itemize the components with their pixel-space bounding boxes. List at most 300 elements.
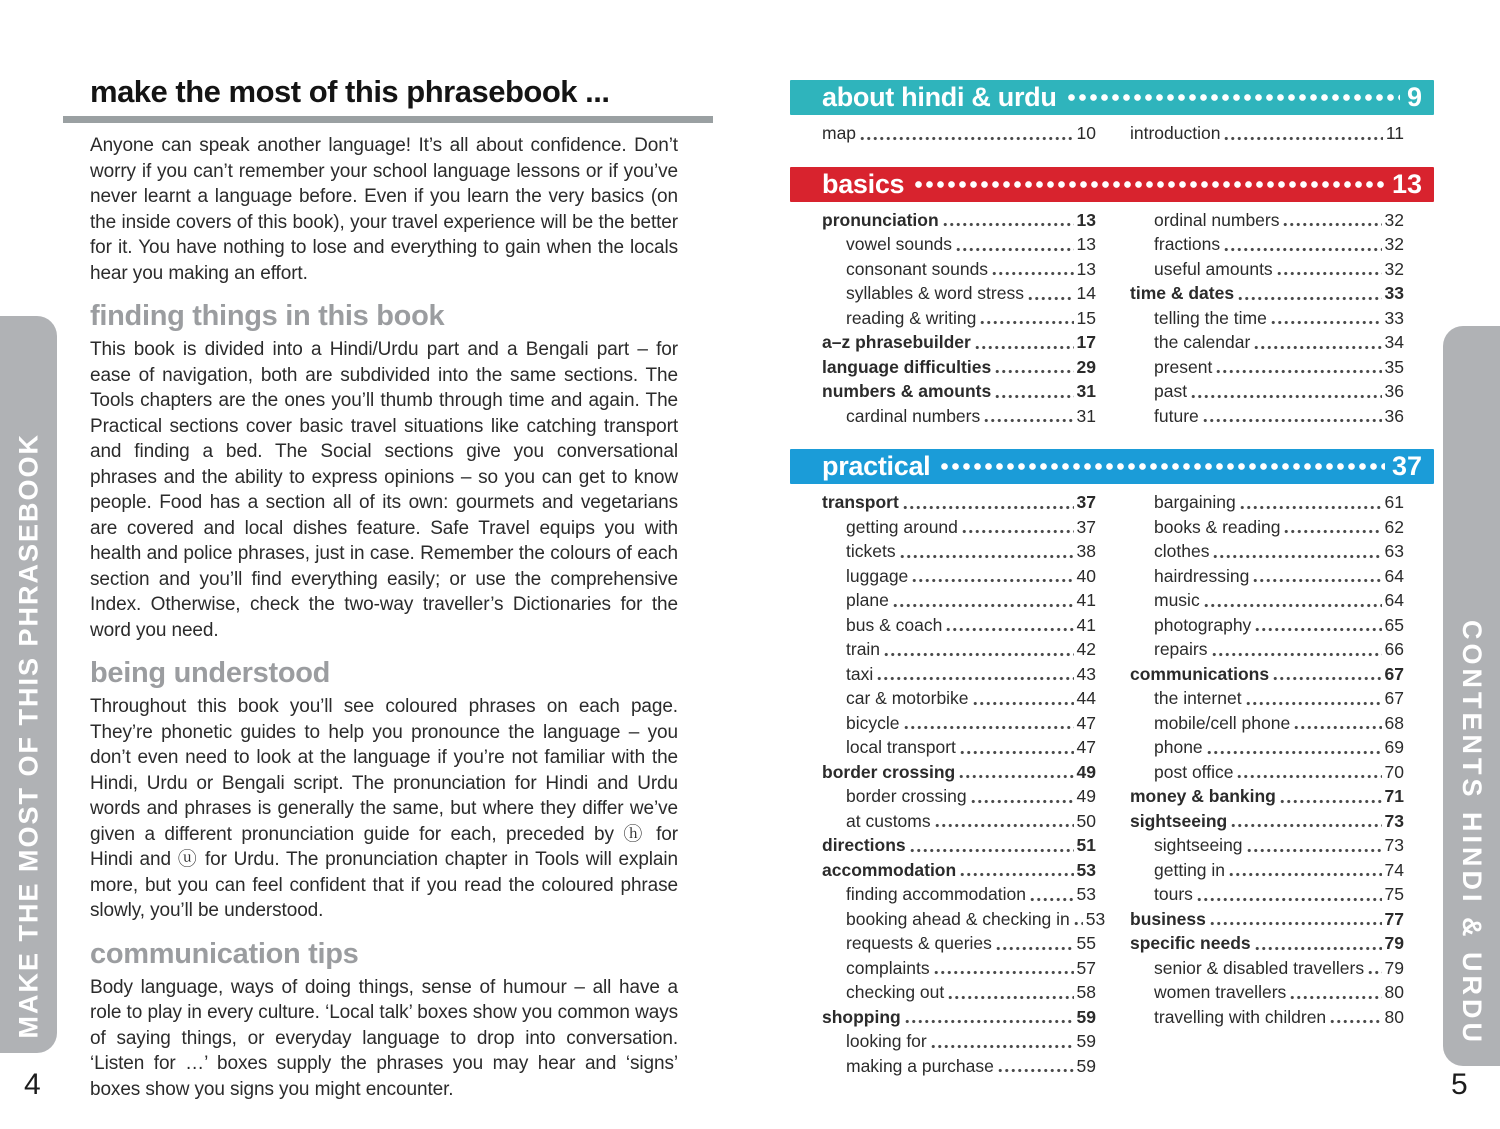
dotted-leader: [939, 449, 1385, 484]
sidebar-tab-left-label: MAKE THE MOST OF THIS PHRASEBOOK: [13, 433, 43, 1039]
toc-entry-label: photography: [1154, 614, 1252, 635]
dotted-leader: [1212, 552, 1381, 561]
toc-entry-label: bicycle: [846, 712, 900, 733]
dotted-leader: [1073, 919, 1083, 928]
toc-entry: [822, 956, 1096, 981]
toc-entry-page: 59: [1076, 1055, 1096, 1076]
toc-entry: [1130, 208, 1404, 233]
toc-entry-page: 10: [1076, 123, 1096, 143]
dotted-leader: [1196, 895, 1382, 904]
toc-entry: [1130, 907, 1404, 932]
toc-entry: [1130, 760, 1404, 785]
toc-entry: [822, 257, 1096, 282]
toc-entry-label: past: [1154, 381, 1188, 401]
toc-entry-page: 15: [1076, 307, 1096, 328]
toc-entry-page: 33: [1384, 283, 1404, 303]
dotted-leader: [1215, 367, 1381, 376]
toc-entry-page: 80: [1384, 982, 1404, 1002]
toc-entry: [1130, 257, 1404, 282]
toc-entry-label: language difficulties: [822, 356, 992, 377]
toc-entry: [822, 232, 1096, 257]
toc-entry-page: 47: [1076, 712, 1096, 733]
toc-entry-label: making a purchase: [846, 1055, 994, 1076]
dotted-leader: [1230, 821, 1381, 830]
toc-bar-title: about hindi & urdu: [822, 82, 1057, 112]
toc-entry-label: at customs: [846, 810, 931, 831]
dotted-leader: [1272, 674, 1381, 683]
toc-entry: [822, 931, 1096, 956]
toc-entry-page: 73: [1384, 810, 1404, 831]
toc-entry-page: 50: [1076, 810, 1096, 831]
toc-entry-label: senior & disabled travellers: [1154, 957, 1365, 978]
dotted-leader: [1202, 416, 1382, 425]
toc-entry-label: pronunciation: [822, 209, 939, 230]
toc-entry-label: train: [846, 639, 881, 659]
toc-column-right: [1130, 121, 1404, 146]
toc-entry: [822, 121, 1096, 146]
dotted-leader: [942, 220, 1074, 229]
toc-entry: [1130, 1005, 1404, 1030]
toc-entry-page: 80: [1384, 1006, 1404, 1027]
toc-entry-page: 71: [1384, 786, 1404, 806]
toc-entry-page: 17: [1076, 332, 1096, 352]
toc-entry-page: 37: [1076, 516, 1096, 537]
toc-entry-page: 77: [1384, 908, 1404, 929]
dotted-leader: [1027, 294, 1074, 303]
dotted-leader: [1254, 625, 1381, 634]
toc-entry: [1130, 686, 1404, 711]
toc-entry-page: 11: [1385, 123, 1404, 143]
toc-entry-page: 33: [1384, 307, 1404, 328]
toc-column-left: [822, 208, 1096, 429]
toc-entry-label: present: [1154, 356, 1213, 377]
toc-entry: [1130, 232, 1404, 257]
dotted-leader: [979, 318, 1073, 327]
toc-entry-page: 68: [1384, 712, 1404, 733]
toc-entry: [1130, 735, 1404, 760]
toc-entry-page: 53: [1085, 908, 1106, 929]
dotted-leader: [1066, 80, 1400, 115]
toc-entry: [822, 858, 1096, 883]
toc-entry-page: 43: [1076, 663, 1096, 684]
dotted-leader: [1236, 772, 1381, 781]
toc-bar-basics: [790, 167, 1434, 202]
toc-entry-page: 53: [1076, 884, 1096, 904]
toc-entry: [822, 686, 1096, 711]
toc-entry-label: time & dates: [1130, 283, 1235, 303]
dotted-leader: [970, 797, 1074, 806]
toc-entry: [1130, 637, 1404, 662]
toc-entry: [822, 1029, 1096, 1054]
toc-entry-label: women travellers: [1154, 982, 1287, 1002]
dotted-leader: [1203, 601, 1382, 610]
section-heading-communication-tips: communication tips: [90, 937, 359, 970]
toc-entry: [1130, 882, 1404, 907]
toc-entry: [822, 564, 1096, 589]
toc-entry-label: checking out: [846, 982, 945, 1002]
toc-entry-page: 47: [1076, 737, 1096, 757]
toc-entry-label: syllables & word stress: [846, 283, 1024, 303]
toc-bar-about: [790, 80, 1434, 115]
dotted-leader: [958, 772, 1073, 781]
page-title: make the most of this phrasebook ...: [90, 74, 610, 109]
intro-paragraph: Anyone can speak another language! It’s all about confidence. Don’t worry if you can’t remember your school language lessons or if you’ve never learnt a language before. Even if you learn the very basics (on the inside covers of this book), your travel experience will be the better for it. You have nothing to lose and everything to gain when the locals hear you making an effort.: [90, 135, 678, 284]
toc-bar-title: practical: [822, 451, 931, 481]
toc-entry-label: border crossing: [822, 761, 956, 782]
dotted-leader: [994, 392, 1073, 401]
toc-entry-label: numbers & amounts: [822, 381, 992, 401]
dotted-leader: [1329, 1017, 1381, 1026]
dotted-leader: [934, 821, 1074, 830]
dotted-leader: [903, 723, 1074, 732]
toc-entry-page: 31: [1076, 381, 1096, 401]
dotted-leader: [1223, 134, 1382, 143]
toc-entry-label: clothes: [1154, 541, 1210, 561]
toc-entry-page: 65: [1384, 614, 1404, 635]
toc-entry-page: 14: [1076, 283, 1096, 303]
toc-entry-label: introduction: [1130, 123, 1221, 143]
toc-entry-page: 49: [1076, 786, 1096, 806]
dotted-leader: [959, 870, 1073, 879]
toc-bar-page: 13: [1391, 168, 1422, 199]
toc-entry-label: looking for: [846, 1031, 927, 1051]
dotted-leader: [945, 625, 1073, 634]
toc-entry: [822, 379, 1096, 404]
toc-entry: [1130, 306, 1404, 331]
toc-entry-page: 53: [1076, 859, 1096, 880]
toc-entry-page: 13: [1076, 258, 1096, 279]
toc-entry-page: 55: [1076, 933, 1096, 953]
toc-section-about-hindi-urdu: [790, 80, 1434, 146]
toc-entry-label: getting around: [846, 516, 958, 537]
left-page: [90, 75, 678, 1102]
dotted-leader: [959, 748, 1074, 757]
toc-entry-page: 74: [1384, 859, 1404, 880]
toc-entry: [1130, 833, 1404, 858]
dotted-leader: [911, 576, 1073, 585]
toc-entry: [822, 515, 1096, 540]
toc-entry-label: requests & queries: [846, 933, 992, 953]
dotted-leader: [1279, 797, 1382, 806]
toc-entry-page: 34: [1384, 332, 1404, 352]
dotted-leader: [1206, 748, 1382, 757]
dotted-leader: [994, 367, 1073, 376]
toc-entry: [822, 490, 1096, 515]
toc-column-right: [1130, 490, 1404, 1078]
toc-columns: [790, 484, 1434, 1078]
toc-entry-page: 59: [1076, 1006, 1096, 1027]
toc-entry: [822, 662, 1096, 687]
dotted-leader: [1276, 269, 1382, 278]
toc-entry: [822, 760, 1096, 785]
dotted-leader: [902, 503, 1074, 512]
toc-entry-label: money & banking: [1130, 786, 1276, 806]
toc-entry-page: 29: [1076, 356, 1096, 377]
sidebar-tab-left: [0, 316, 57, 1053]
toc-entry-label: repairs: [1154, 639, 1208, 659]
toc-entry-page: 67: [1384, 688, 1404, 708]
toc-entry-page: 13: [1076, 234, 1096, 254]
toc-entry: [1130, 515, 1404, 540]
toc-entry-label: specific needs: [1130, 933, 1251, 953]
toc-entry-label: getting in: [1154, 859, 1226, 880]
toc-entry-label: directions: [822, 835, 906, 855]
toc-entry-label: travelling with children: [1154, 1006, 1327, 1027]
toc-entry-label: bus & coach: [846, 614, 943, 635]
toc-entry-page: 61: [1384, 492, 1404, 512]
toc-entry-label: car & motorbike: [846, 688, 969, 708]
toc-entry-label: hairdressing: [1154, 565, 1250, 586]
toc-entry: [822, 711, 1096, 736]
toc-entry-label: sightseeing: [1154, 835, 1243, 855]
toc-entry: [822, 588, 1096, 613]
toc-entry-page: 75: [1384, 884, 1404, 904]
section-heading-finding-things: finding things in this book: [90, 300, 445, 332]
dotted-leader: [1270, 318, 1382, 327]
dotted-leader: [974, 343, 1074, 352]
toc-entry: [822, 809, 1096, 834]
toc-section-practical: [790, 449, 1434, 1078]
toc-column-left: [822, 121, 1096, 146]
toc-columns: [790, 202, 1434, 429]
toc-entry: [1130, 980, 1404, 1005]
sidebar-tab-right-label: CONTENTS HINDI & URDU: [1457, 620, 1487, 1046]
dotted-leader: [913, 167, 1385, 202]
dotted-leader: [972, 699, 1074, 708]
toc-entry-label: a–z phrasebuilder: [822, 332, 971, 352]
dotted-leader: [892, 601, 1074, 610]
toc-entry: [1130, 355, 1404, 380]
toc-entry-label: luggage: [846, 565, 909, 586]
dotted-leader: [933, 968, 1074, 977]
toc-entry-label: mobile/cell phone: [1154, 712, 1291, 733]
dotted-leader: [930, 1042, 1074, 1051]
toc-section-basics: [790, 167, 1434, 429]
toc-entry: [822, 539, 1096, 564]
page-number-left: 4: [24, 1068, 41, 1101]
toc-entry-page: 32: [1384, 234, 1404, 254]
toc-entry-page: 32: [1384, 209, 1404, 230]
toc-entry-label: transport: [822, 492, 899, 512]
toc-entry: [822, 355, 1096, 380]
toc-entry-page: 32: [1384, 258, 1404, 279]
toc-entry: [822, 784, 1096, 809]
toc-entry-label: local transport: [846, 737, 956, 757]
toc-entry-label: books & reading: [1154, 516, 1281, 537]
dotted-leader: [1228, 870, 1382, 879]
toc-entry: [1130, 809, 1404, 834]
toc-entry: [822, 833, 1096, 858]
dotted-leader: [1289, 993, 1381, 1002]
toc-entry-page: 31: [1076, 405, 1096, 426]
dotted-leader: [1239, 503, 1382, 512]
toc-entry-label: future: [1154, 405, 1199, 426]
toc-entry-label: telling the time: [1154, 307, 1267, 328]
toc-entry-label: consonant sounds: [846, 258, 989, 279]
dotted-leader: [997, 1066, 1074, 1075]
dotted-leader: [904, 1017, 1074, 1026]
toc-entry-page: 42: [1076, 639, 1096, 659]
dotted-leader: [961, 527, 1074, 536]
toc-entry-page: 41: [1076, 590, 1096, 610]
dotted-leader: [1283, 527, 1381, 536]
toc-entry: [822, 980, 1096, 1005]
toc-entry: [1130, 956, 1404, 981]
toc-entry-page: 67: [1384, 663, 1404, 684]
toc-entry: [822, 208, 1096, 233]
toc-entry-label: accommodation: [822, 859, 957, 880]
toc-entry-page: 44: [1076, 688, 1096, 708]
toc-entry: [1130, 931, 1404, 956]
dotted-leader: [1211, 650, 1382, 659]
toc-entry-page: 38: [1076, 541, 1096, 561]
toc-entry-page: 40: [1076, 565, 1096, 586]
toc-entry-label: ordinal numbers: [1154, 209, 1280, 230]
dotted-leader: [876, 674, 1073, 683]
toc-entry: [822, 306, 1096, 331]
right-page-contents: [790, 80, 1434, 1099]
toc-entry: [1130, 121, 1404, 146]
toc-entry-label: map: [822, 123, 857, 143]
dotted-leader: [1237, 294, 1381, 303]
toc-entry: [822, 613, 1096, 638]
toc-entry: [1130, 564, 1404, 589]
toc-entry: [1130, 711, 1404, 736]
toc-entry-label: reading & writing: [846, 307, 977, 328]
toc-entry-label: tickets: [846, 541, 896, 561]
toc-entry-label: business: [1130, 908, 1206, 929]
toc-entry: [822, 907, 1106, 932]
toc-bar-practical: [790, 449, 1434, 484]
toc-entry: [1130, 784, 1404, 809]
toc-entry: [822, 637, 1096, 662]
toc-entry-label: bargaining: [1154, 492, 1236, 512]
toc-column-right: [1130, 208, 1404, 429]
dotted-leader: [955, 245, 1073, 254]
toc-bar-page: 9: [1406, 82, 1422, 112]
toc-entry: [1130, 662, 1404, 687]
toc-entry: [822, 281, 1096, 306]
toc-entry-label: fractions: [1154, 234, 1221, 254]
dotted-leader: [1252, 576, 1381, 585]
toc-entry-label: communications: [1130, 663, 1270, 684]
toc-entry: [1130, 330, 1404, 355]
toc-entry-label: booking ahead & checking in: [846, 908, 1070, 929]
toc-bar-page: 37: [1391, 451, 1422, 481]
toc-entry: [1130, 490, 1404, 515]
toc-entry: [1130, 613, 1404, 638]
dotted-leader: [1253, 343, 1381, 352]
toc-entry-label: phone: [1154, 737, 1203, 757]
section-paragraph-being-understood: Throughout this book you’ll see coloured phrases on each page. They’re phonetic guides to help you pronounce the language – you don’t even need to look at the language if you’re not familiar with the Hindi, Urdu or Bengali script. The pronunciation for Hindi and Urdu words and phrases is generally the same, but where they differ we’ve given a different pronunciation guide for each, preceded by ⓗ for Hindi and ⓤ for Urdu. The pronunciation chapter in Tools will explain more, but you can feel confident that if you read the coloured phrase slowly, you’ll be understood.: [90, 696, 678, 921]
toc-entry-page: 41: [1076, 614, 1096, 635]
toc-entry-label: the internet: [1154, 688, 1242, 708]
toc-entry-page: 59: [1076, 1031, 1096, 1051]
toc-entry: [822, 1005, 1096, 1030]
section-paragraph-finding-things: This book is divided into a Hindi/Urdu part and a Bengali part – for ease of navigation, both are subdivided into the same sections. The Tools chapters are the ones you’ll thumb through time and again. The Practical sections cover basic travel situations like catching transport and finding a bed. The Social sections give you conversational phrases and the ability to express opinions – so you can get to know people. Food has a section all of its own: gourmets and vegetarians are covered and local dishes feature. Safe Travel equips you with health and police phrases, just in case. Remember the colours of each section and you’ll find everything easily; or use the comprehensive Index. Otherwise, check the two-way traveller’s Dictionaries for the word you need.: [90, 339, 678, 641]
toc-entry-page: 66: [1384, 639, 1404, 659]
toc-entry-label: post office: [1154, 761, 1234, 782]
toc-entry-page: 13: [1076, 209, 1096, 230]
toc-entry-label: tours: [1154, 884, 1193, 904]
dotted-leader: [859, 134, 1073, 143]
toc-entry-page: 69: [1384, 737, 1404, 757]
toc-entry: [1130, 539, 1404, 564]
dotted-leader: [909, 846, 1074, 855]
toc-entry-page: 51: [1076, 835, 1096, 855]
toc-entry-label: taxi: [846, 663, 874, 684]
toc-entry-label: complaints: [846, 957, 930, 978]
dotted-leader: [883, 650, 1073, 659]
dotted-leader: [947, 993, 1073, 1002]
section-paragraph-communication-tips: Body language, ways of doing things, sense of humour – all have a role to play in every culture. ‘Local talk’ boxes show you common ways of saying things, or everyday language to drop into conversation. ‘Listen for …’ boxes supply the phrases you may hear and ‘signs’ boxes show you signs you might encounter.: [90, 976, 678, 1100]
toc-entry-label: the calendar: [1154, 332, 1251, 352]
toc-entry-page: 57: [1076, 957, 1096, 978]
toc-entry: [822, 882, 1096, 907]
toc-entry-label: cardinal numbers: [846, 405, 981, 426]
dotted-leader: [991, 269, 1073, 278]
toc-entry-label: plane: [846, 590, 889, 610]
dotted-leader: [1245, 699, 1382, 708]
title-rule: [63, 116, 713, 123]
toc-entry-label: useful amounts: [1154, 258, 1273, 279]
page-number-right: 5: [1451, 1068, 1468, 1101]
dotted-leader: [1209, 919, 1382, 928]
section-heading-being-understood: being understood: [90, 657, 331, 689]
dotted-leader: [1282, 220, 1381, 229]
toc-entry: [1130, 588, 1404, 613]
toc-entry-label: finding accommodation: [846, 884, 1026, 904]
toc-bar-title: basics: [822, 168, 905, 199]
dotted-leader: [1223, 245, 1381, 254]
toc-entry-page: 64: [1384, 565, 1404, 586]
toc-entry: [1130, 379, 1404, 404]
toc-entry-page: 62: [1384, 516, 1404, 537]
toc-columns: [790, 115, 1434, 146]
toc-entry-page: 37: [1076, 492, 1096, 512]
dotted-leader: [995, 944, 1074, 953]
dotted-leader: [1293, 723, 1381, 732]
toc-entry: [822, 330, 1096, 355]
toc-entry-page: 79: [1384, 933, 1404, 953]
toc-entry-page: 36: [1384, 381, 1404, 401]
toc-entry: [822, 404, 1096, 429]
toc-entry-page: 64: [1384, 590, 1404, 610]
toc-entry: [822, 735, 1096, 760]
toc-entry-page: 79: [1384, 957, 1404, 978]
toc-entry-label: border crossing: [846, 786, 967, 806]
toc-entry-page: 73: [1384, 835, 1404, 855]
toc-entry-page: 35: [1384, 356, 1404, 377]
sidebar-tab-right: [1443, 326, 1500, 1066]
toc-entry: [1130, 858, 1404, 883]
toc-entry-label: shopping: [822, 1006, 901, 1027]
toc-entry-label: vowel sounds: [846, 234, 953, 254]
dotted-leader: [983, 416, 1073, 425]
toc-entry-page: 58: [1076, 982, 1096, 1002]
toc-entry-label: music: [1154, 590, 1200, 610]
dotted-leader: [1367, 968, 1381, 977]
dotted-leader: [1254, 944, 1382, 953]
dotted-leader: [1029, 895, 1074, 904]
toc-column-left: [822, 490, 1106, 1078]
toc-entry: [1130, 404, 1404, 429]
toc-entry: [1130, 281, 1404, 306]
toc-entry: [822, 1054, 1096, 1079]
toc-entry-page: 36: [1384, 405, 1404, 426]
dotted-leader: [1190, 392, 1381, 401]
toc-entry-page: 70: [1384, 761, 1404, 782]
